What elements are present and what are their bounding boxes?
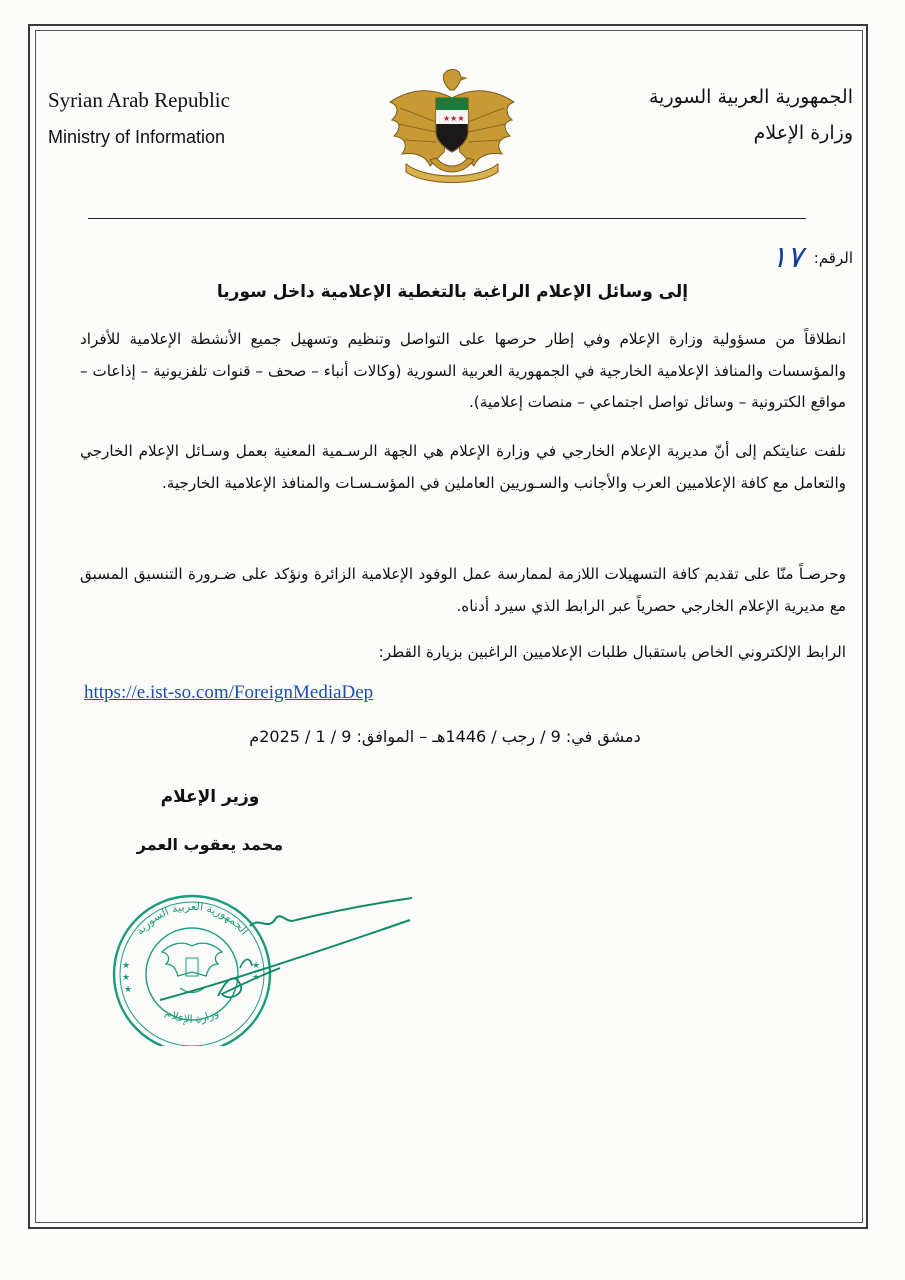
ministry-name-en: Ministry of Information bbox=[48, 127, 226, 147]
minister-name: محمد يعقوب العمر bbox=[136, 835, 284, 854]
reference-number bbox=[771, 240, 853, 275]
header-english bbox=[48, 88, 308, 148]
official-stamp-icon bbox=[100, 876, 420, 1046]
syrian-eagle-emblem-icon bbox=[386, 68, 518, 184]
ministry-name-ar: وزارة الإعلام bbox=[753, 122, 853, 144]
stamp-top-text: الجمهورية العربية السورية bbox=[133, 899, 251, 938]
reference-label: الرقم: bbox=[813, 249, 853, 267]
svg-text:★: ★ bbox=[122, 973, 131, 983]
paragraph-2: نلفت عنايتكم إلى أنّ مديرية الإعلام الخارجي في وزارة الإعلام هي الجهة الرسـمية المعنية بعمل وسـائل الإعلام الخارجي والتعامل مع كافة الإعلاميين العرب والأجانب والسـوريين العاملين في المؤسـسـات والمنافذ الإعلامية الخارجية. bbox=[80, 442, 846, 492]
foreign-media-link[interactable]: https://e.ist-so.com/ForeignMediaDep bbox=[84, 682, 374, 703]
svg-text:الجمهورية العربية السورية bbox=[133, 900, 251, 937]
minister-title: وزير الإعلام bbox=[160, 787, 260, 807]
svg-text:وزارة الإعلام bbox=[163, 1006, 220, 1026]
svg-text:★: ★ bbox=[122, 961, 131, 971]
reference-value: ١٧ bbox=[770, 240, 803, 275]
issue-date: دمشق في: 9 / رجب / 1446هـ – الموافق: 9 / 1 / 2025م bbox=[249, 727, 641, 746]
svg-text:★: ★ bbox=[124, 985, 133, 995]
paragraph-4: الرابط الإلكتروني الخاص باستقبال طلبات الإعلاميين الراغبين بزيارة القطر: bbox=[378, 643, 846, 661]
stamp-bottom-text: وزارة الإعلام bbox=[163, 1005, 221, 1026]
svg-text:★: ★ bbox=[252, 973, 261, 983]
header-arabic bbox=[593, 86, 853, 144]
letter-title: إلى وسائل الإعلام الراغبة بالتغطية الإعلامية داخل سوريا bbox=[216, 282, 689, 302]
paragraph-1: انطلاقاً من مسؤولية وزارة الإعلام وفي إطار حرصها على التواصل وتنظيم وتسهيل جميع الأنشطة الإعلامية للأفراد والمؤسسات والمنافذ الإعلامية الخارجية في الجمهورية العربية السورية (وكالات أنباء – صحف – قنوات تلفزيونية – إذاعات – مواقع الكترونية – وسائل تواصل اجتماعي – منصات إعلامية). bbox=[80, 330, 846, 411]
paragraph-3: وحرصـاً منّا على تقديم كافة التسهيلات اللازمة لممارسة عمل الوفود الإعلامية الزائرة ونؤكد على ضـرورة التنسيق المسبق مع مديرية الإعلام الخارجي حصرياً عبر الرابط الذي سيرد أدناه. bbox=[80, 565, 846, 615]
country-name-en: Syrian Arab Republic bbox=[48, 88, 230, 112]
country-name-ar: الجمهورية العربية السورية bbox=[648, 86, 853, 108]
svg-text:★: ★ bbox=[252, 961, 261, 971]
header-divider bbox=[88, 218, 806, 219]
svg-text:★★★: ★★★ bbox=[443, 114, 465, 123]
